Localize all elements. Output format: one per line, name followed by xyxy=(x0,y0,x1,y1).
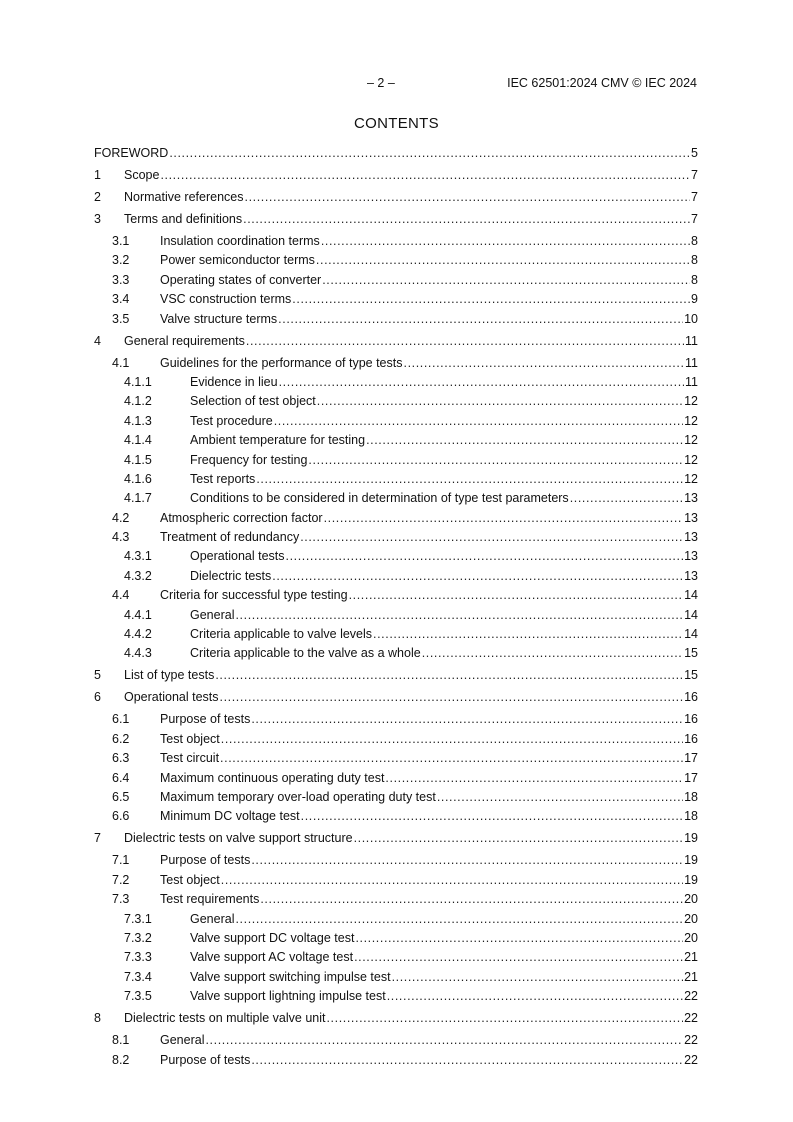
toc-entry-number: 6 xyxy=(94,690,101,705)
table-of-contents xyxy=(94,146,698,1068)
toc-entry[interactable] xyxy=(94,627,698,642)
toc-entry-title: Test object xyxy=(160,872,220,887)
toc-entry[interactable] xyxy=(94,511,698,526)
toc-entry-page: 11 xyxy=(685,333,698,348)
toc-entry[interactable] xyxy=(94,970,698,985)
toc-entry-page: 8 xyxy=(691,253,698,268)
dot-leader xyxy=(301,809,683,824)
toc-entry-page: 20 xyxy=(684,892,698,907)
toc-entry[interactable] xyxy=(94,414,698,429)
toc-entry[interactable] xyxy=(94,831,698,846)
dot-leader xyxy=(355,931,683,946)
toc-entry-page: 9 xyxy=(691,292,698,307)
toc-entry-title: Normative references xyxy=(124,190,244,204)
toc-entry-number: 8.2 xyxy=(112,1052,130,1067)
toc-entry-page: 13 xyxy=(684,510,698,525)
toc-entry-title: Test object xyxy=(160,731,220,746)
toc-entry-title: General requirements xyxy=(124,333,245,348)
toc-entry-title: Test circuit xyxy=(160,751,220,766)
toc-entry[interactable] xyxy=(94,234,698,249)
toc-entry-title: Atmospheric correction factor xyxy=(160,510,323,525)
toc-entry-page: 15 xyxy=(684,668,698,683)
toc-entry-page: 17 xyxy=(684,751,698,766)
toc-entry[interactable] xyxy=(94,771,698,786)
toc-entry-number: 4.1.1 xyxy=(124,374,152,389)
toc-entry-page: 13 xyxy=(684,491,698,506)
toc-entry-title: Guidelines for the performance of type tests xyxy=(160,355,403,370)
toc-entry[interactable] xyxy=(94,549,698,564)
toc-entry-number: 4.4 xyxy=(112,588,130,603)
toc-entry-title: Conditions to be considered in determination of type test parameters xyxy=(190,491,569,506)
toc-entry-number: 3.4 xyxy=(112,292,130,307)
toc-entry[interactable] xyxy=(94,809,698,824)
toc-entry-number: 4.4.1 xyxy=(124,607,152,622)
toc-entry[interactable] xyxy=(94,751,698,766)
dot-leader xyxy=(279,375,684,390)
toc-entry[interactable] xyxy=(94,646,698,661)
toc-entry-title: Power semiconductor terms xyxy=(160,253,315,268)
toc-entry-title: Operational tests xyxy=(124,690,219,705)
toc-entry-number: 4.1.4 xyxy=(124,433,152,448)
toc-entry-number: 3.3 xyxy=(112,272,130,287)
toc-entry[interactable] xyxy=(94,608,698,623)
toc-entry-number: 3 xyxy=(94,212,101,226)
toc-entry[interactable] xyxy=(94,569,698,584)
toc-entry-page: 16 xyxy=(684,731,698,746)
dot-leader xyxy=(404,356,685,371)
dot-leader xyxy=(354,950,683,965)
toc-entry-title: Dielectric tests on valve support structure xyxy=(124,831,353,846)
dot-leader xyxy=(366,433,683,448)
toc-entry-number: 6.4 xyxy=(112,770,130,785)
toc-entry-page: 20 xyxy=(684,930,698,945)
toc-entry-title: Test requirements xyxy=(160,892,260,907)
toc-entry[interactable] xyxy=(94,375,698,390)
toc-entry-page: 14 xyxy=(684,627,698,642)
toc-entry[interactable] xyxy=(94,950,698,965)
toc-entry[interactable] xyxy=(94,334,698,349)
toc-entry-title: Purpose of tests xyxy=(160,853,251,868)
toc-entry-page: 13 xyxy=(684,549,698,564)
dot-leader xyxy=(373,627,683,642)
toc-entry-number: 7.1 xyxy=(112,853,130,868)
toc-entry-page: 12 xyxy=(684,394,698,409)
toc-entry-title: Criteria applicable to the valve as a whole xyxy=(190,646,421,661)
toc-entry[interactable] xyxy=(94,853,698,868)
toc-entry-title: General xyxy=(190,607,235,622)
toc-entry[interactable] xyxy=(94,1011,698,1026)
toc-entry[interactable] xyxy=(94,491,698,506)
toc-entry-title: General xyxy=(190,911,235,926)
toc-entry-title: FOREWORD xyxy=(94,146,169,160)
dot-leader xyxy=(220,690,684,705)
toc-entry-page: 22 xyxy=(684,1011,698,1026)
toc-entry-page: 13 xyxy=(684,568,698,583)
toc-entry-title: Valve support AC voltage test xyxy=(190,950,354,965)
toc-entry-page: 18 xyxy=(684,789,698,804)
toc-entry-title: Insulation coordination terms xyxy=(160,234,320,248)
toc-entry-page: 16 xyxy=(684,712,698,727)
toc-entry-title: Frequency for testing xyxy=(190,452,308,467)
dot-leader xyxy=(235,912,683,927)
toc-entry-number: 3.2 xyxy=(112,253,130,268)
dot-leader xyxy=(422,646,683,661)
toc-entry-number: 7.3.4 xyxy=(124,969,152,984)
toc-entry-title: Criteria applicable to valve levels xyxy=(190,627,373,642)
toc-entry-number: 6.2 xyxy=(112,731,130,746)
toc-entry-page: 12 xyxy=(684,471,698,486)
toc-entry-number: 4.3 xyxy=(112,530,130,545)
toc-entry-number: 7.3.2 xyxy=(124,930,152,945)
toc-entry-title: Terms and definitions xyxy=(124,212,243,226)
toc-entry-number: 7.2 xyxy=(112,872,130,887)
dot-leader xyxy=(437,790,683,805)
toc-entry-title: Treatment of redundancy xyxy=(160,530,300,545)
toc-entry-title: Minimum DC voltage test xyxy=(160,809,300,824)
toc-entry-number: 4.2 xyxy=(112,510,130,525)
toc-entry-number: 4.1.5 xyxy=(124,452,152,467)
dot-leader xyxy=(349,588,684,603)
dot-leader xyxy=(317,394,683,409)
toc-entry[interactable] xyxy=(94,790,698,805)
toc-entry[interactable] xyxy=(94,292,698,307)
toc-entry-page: 10 xyxy=(684,311,698,326)
toc-entry-title: Test procedure xyxy=(190,413,273,428)
dot-leader xyxy=(205,1033,683,1048)
toc-entry-title: Purpose of tests xyxy=(160,1052,251,1067)
toc-entry-number: 6.3 xyxy=(112,751,130,766)
dot-leader xyxy=(387,989,683,1004)
toc-entry-title: VSC construction terms xyxy=(160,292,292,307)
toc-entry-page: 21 xyxy=(684,950,698,965)
toc-entry-page: 12 xyxy=(684,433,698,448)
dot-leader xyxy=(235,608,683,623)
toc-entry[interactable] xyxy=(94,912,698,927)
toc-entry-number: 4.3.1 xyxy=(124,549,152,564)
dot-leader xyxy=(243,212,690,227)
toc-entry-title: Criteria for successful type testing xyxy=(160,588,348,603)
toc-title: CONTENTS xyxy=(354,115,439,132)
dot-leader xyxy=(245,190,691,205)
toc-entry[interactable] xyxy=(94,168,698,183)
toc-entry[interactable] xyxy=(94,690,698,705)
toc-entry-page: 5 xyxy=(691,146,698,160)
toc-entry-page: 8 xyxy=(691,234,698,248)
toc-entry-page: 13 xyxy=(684,530,698,545)
toc-entry-title: Maximum temporary over-load operating duty test xyxy=(160,789,436,804)
toc-entry-page: 22 xyxy=(684,1052,698,1067)
toc-entry-number: 7.3 xyxy=(112,892,130,907)
toc-entry-page: 19 xyxy=(684,853,698,868)
toc-entry-page: 20 xyxy=(684,911,698,926)
toc-entry-title: Evidence in lieu xyxy=(190,374,278,389)
dot-leader xyxy=(322,273,690,288)
toc-entry-number: 2 xyxy=(94,190,101,204)
toc-entry-number: 7.3.5 xyxy=(124,989,152,1004)
toc-entry[interactable] xyxy=(94,732,698,747)
dot-leader xyxy=(251,712,683,727)
toc-entry[interactable] xyxy=(94,989,698,1004)
toc-entry-number: 4.1.3 xyxy=(124,413,152,428)
toc-entry-page: 11 xyxy=(685,355,698,370)
dot-leader xyxy=(324,511,684,526)
dot-leader xyxy=(570,491,683,506)
toc-entry[interactable] xyxy=(94,312,698,327)
toc-entry-number: 4.4.2 xyxy=(124,627,152,642)
dot-leader xyxy=(300,530,683,545)
toc-entry-page: 18 xyxy=(684,809,698,824)
toc-entry-page: 12 xyxy=(684,452,698,467)
dot-leader xyxy=(274,414,683,429)
toc-entry[interactable] xyxy=(94,931,698,946)
dot-leader xyxy=(392,970,684,985)
toc-entry[interactable] xyxy=(94,253,698,268)
toc-entry-title: Valve support lightning impulse test xyxy=(190,989,386,1004)
dot-leader xyxy=(326,1011,683,1026)
toc-entry-title: Valve support DC voltage test xyxy=(190,930,355,945)
toc-entry-number: 3.5 xyxy=(112,311,130,326)
toc-entry-number: 4.4.3 xyxy=(124,646,152,661)
toc-entry-number: 4.3.2 xyxy=(124,568,152,583)
dot-leader xyxy=(316,253,690,268)
dot-leader xyxy=(272,569,683,584)
toc-entry[interactable] xyxy=(94,190,698,205)
toc-entry-number: 6.5 xyxy=(112,789,130,804)
toc-entry-title: Ambient temperature for testing xyxy=(190,433,366,448)
dot-leader xyxy=(251,853,683,868)
dot-leader xyxy=(354,831,684,846)
dot-leader xyxy=(215,668,683,683)
toc-entry[interactable] xyxy=(94,873,698,888)
toc-entry-page: 7 xyxy=(691,212,698,226)
toc-entry-page: 7 xyxy=(691,168,698,182)
toc-entry[interactable] xyxy=(94,588,698,603)
toc-entry-number: 7.3.1 xyxy=(124,911,152,926)
toc-entry[interactable] xyxy=(94,668,698,683)
toc-entry-page: 16 xyxy=(684,690,698,705)
toc-entry[interactable] xyxy=(94,356,698,371)
toc-entry-title: Operational tests xyxy=(190,549,285,564)
toc-entry[interactable] xyxy=(94,712,698,727)
toc-entry-title: Dielectric tests on multiple valve unit xyxy=(124,1011,326,1026)
dot-leader xyxy=(385,771,683,786)
toc-entry-page: 14 xyxy=(684,607,698,622)
dot-leader xyxy=(251,1053,683,1068)
dot-leader xyxy=(221,873,683,888)
toc-entry-number: 4.1 xyxy=(112,355,130,370)
toc-entry[interactable] xyxy=(94,212,698,227)
page-header xyxy=(0,76,793,92)
toc-entry[interactable] xyxy=(94,453,698,468)
page-number: – 2 – xyxy=(367,76,395,90)
toc-entry-title: Operating states of converter xyxy=(160,272,322,287)
dot-leader xyxy=(169,146,690,161)
toc-entry-title: Valve structure terms xyxy=(160,311,278,326)
toc-entry-page: 15 xyxy=(684,646,698,661)
toc-entry-page: 19 xyxy=(684,872,698,887)
toc-entry[interactable] xyxy=(94,530,698,545)
toc-entry[interactable] xyxy=(94,472,698,487)
dot-leader xyxy=(278,312,683,327)
toc-entry-page: 17 xyxy=(684,770,698,785)
dot-leader xyxy=(246,334,684,349)
toc-entry-number: 3.1 xyxy=(112,234,130,248)
toc-entry-number: 7 xyxy=(94,831,101,846)
toc-entry-page: 22 xyxy=(684,989,698,1004)
toc-entry-number: 7.3.3 xyxy=(124,950,152,965)
toc-entry-page: 19 xyxy=(684,831,698,846)
toc-entry-page: 22 xyxy=(684,1033,698,1048)
dot-leader xyxy=(220,751,683,766)
toc-entry-title: Maximum continuous operating duty test xyxy=(160,770,385,785)
dot-leader xyxy=(308,453,683,468)
toc-entry-number: 4 xyxy=(94,333,101,348)
document-id: IEC 62501:2024 CMV © IEC 2024 xyxy=(507,76,697,90)
toc-entry-page: 8 xyxy=(691,272,698,287)
toc-entry[interactable] xyxy=(94,394,698,409)
dot-leader xyxy=(321,234,690,249)
toc-entry[interactable] xyxy=(94,433,698,448)
toc-entry-number: 8 xyxy=(94,1011,101,1026)
dot-leader xyxy=(221,732,683,747)
dot-leader xyxy=(292,292,690,307)
toc-entry-page: 11 xyxy=(685,374,698,389)
toc-entry-number: 4.1.6 xyxy=(124,471,152,486)
toc-entry-page: 12 xyxy=(684,413,698,428)
dot-leader xyxy=(160,168,690,183)
dot-leader xyxy=(286,549,684,564)
toc-entry-number: 4.1.7 xyxy=(124,491,152,506)
toc-entry[interactable] xyxy=(94,273,698,288)
toc-entry-page: 7 xyxy=(691,190,698,204)
toc-entry[interactable] xyxy=(94,1033,698,1048)
toc-entry-title: Selection of test object xyxy=(190,394,316,409)
toc-entry-page: 21 xyxy=(684,969,698,984)
dot-leader xyxy=(260,892,683,907)
toc-entry-number: 1 xyxy=(94,168,101,182)
dot-leader xyxy=(256,472,683,487)
toc-entry[interactable] xyxy=(94,892,698,907)
toc-entry-number: 6.6 xyxy=(112,809,130,824)
toc-entry[interactable] xyxy=(94,1053,698,1068)
toc-entry[interactable] xyxy=(94,146,698,161)
toc-entry-number: 8.1 xyxy=(112,1033,130,1048)
toc-entry-title: Dielectric tests xyxy=(190,568,272,583)
toc-entry-number: 6.1 xyxy=(112,712,130,727)
toc-entry-title: List of type tests xyxy=(124,668,215,683)
toc-entry-title: Test reports xyxy=(190,471,256,486)
toc-entry-title: Valve support switching impulse test xyxy=(190,969,391,984)
toc-entry-title: Scope xyxy=(124,168,160,182)
toc-entry-title: Purpose of tests xyxy=(160,712,251,727)
toc-entry-number: 4.1.2 xyxy=(124,394,152,409)
toc-entry-title: General xyxy=(160,1033,205,1048)
toc-entry-number: 5 xyxy=(94,668,101,683)
toc-entry-page: 14 xyxy=(684,588,698,603)
